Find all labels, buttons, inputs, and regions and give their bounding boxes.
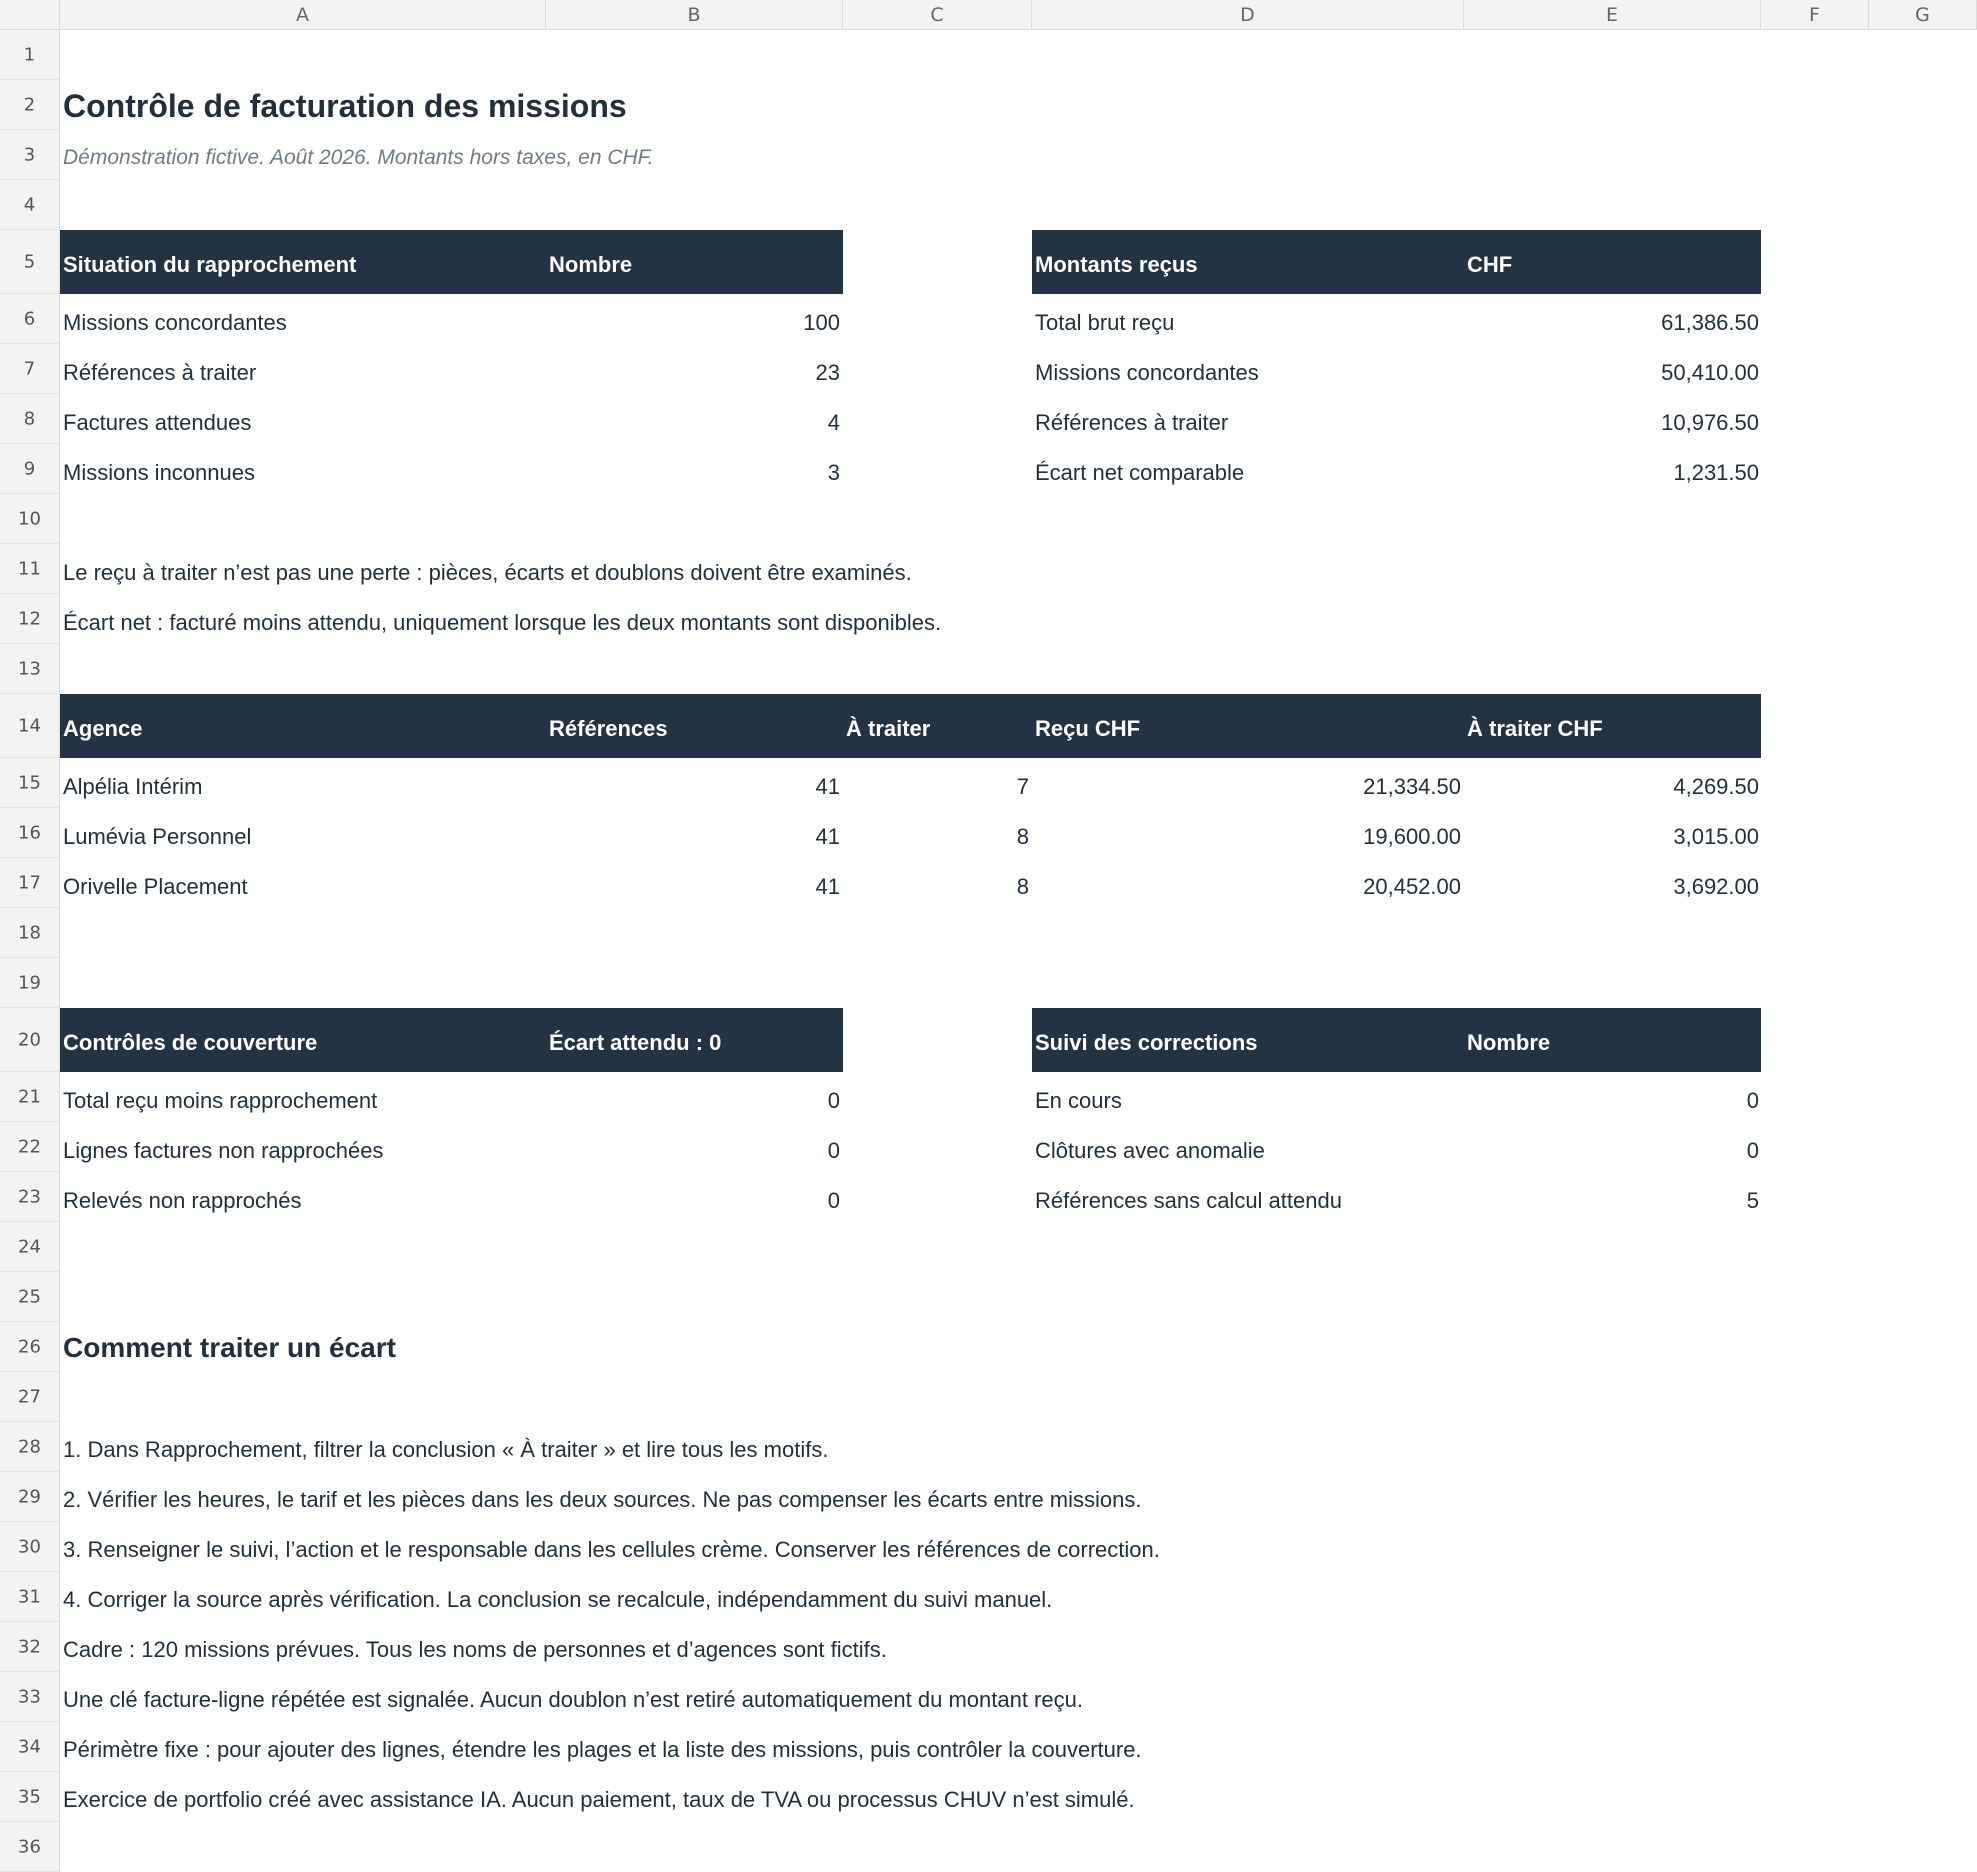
row-header-label: 4 (23, 194, 36, 215)
column-header-d[interactable]: D (1032, 0, 1464, 30)
agence-recu: 20,452.00 (1363, 874, 1461, 899)
row-header[interactable] (0, 1272, 60, 1322)
rapprochement-row-label: Factures attendues (63, 410, 252, 435)
row-header[interactable] (0, 80, 60, 130)
montants-row-value: 50,410.00 (1661, 360, 1759, 385)
montants-header-value: CHF (1467, 252, 1513, 277)
row-header-label: 15 (18, 772, 41, 793)
agences-header-recu: Reçu CHF (1035, 716, 1141, 741)
couverture-row-label: Total reçu moins rapprochement (63, 1088, 378, 1113)
row-header[interactable] (0, 1672, 60, 1722)
row-header[interactable] (0, 808, 60, 858)
row-header-label: 34 (18, 1736, 41, 1757)
step-line: Exercice de portfolio créé avec assistance IA. Aucun paiement, taux de TVA ou processus CHUV n’est simulé. (63, 1787, 1135, 1812)
corrections-row-value: 5 (1746, 1188, 1759, 1213)
step-line: Une clé facture-ligne répétée est signalée. Aucun doublon n’est retiré automatiquement du montant reçu. (63, 1687, 1083, 1712)
agences-header-a-traiter-chf: À traiter CHF (1467, 716, 1603, 741)
row-header[interactable] (0, 1122, 60, 1172)
row-header-label: 13 (18, 658, 41, 679)
row-header-label: 33 (18, 1686, 41, 1707)
row-header-label: 21 (18, 1086, 41, 1107)
rapprochement-header-label: Situation du rapprochement (63, 252, 357, 277)
column-header-b[interactable]: B (546, 0, 843, 30)
row-header[interactable] (0, 294, 60, 344)
montants-row-value: 10,976.50 (1661, 410, 1759, 435)
row-header-label: 6 (23, 308, 36, 329)
row-header-label: 11 (18, 558, 41, 579)
column-header-g[interactable]: G (1869, 0, 1977, 30)
agence-a-traiter-chf: 4,269.50 (1673, 774, 1759, 799)
montants-row-label: Total brut reçu (1035, 310, 1175, 335)
agence-name: Lumévia Personnel (63, 824, 252, 849)
corrections-header-value: Nombre (1467, 1030, 1551, 1055)
couverture-row-label: Relevés non rapprochés (63, 1188, 302, 1213)
corrections-row-value: 0 (1746, 1088, 1759, 1113)
agence-references: 41 (815, 774, 840, 799)
row-header-label: 30 (18, 1536, 41, 1557)
row-header-label: 2 (23, 94, 36, 115)
row-header-label: 17 (18, 872, 41, 893)
row-header[interactable] (0, 644, 60, 694)
agence-a-traiter: 8 (1016, 824, 1029, 849)
corrections-row-label: Clôtures avec anomalie (1035, 1138, 1265, 1163)
row-header-label: 18 (18, 922, 41, 943)
step-line: 4. Corriger la source après vérification. La conclusion se recalcule, indépendamment du suivi manuel. (63, 1587, 1053, 1612)
row-header[interactable] (0, 1222, 60, 1272)
couverture-row-value: 0 (827, 1138, 840, 1163)
row-header-label: 22 (18, 1136, 41, 1157)
row-header[interactable] (0, 494, 60, 544)
row-header[interactable] (0, 1472, 60, 1522)
row-header-label: 7 (23, 358, 36, 379)
row-header[interactable] (0, 130, 60, 180)
row-header[interactable] (0, 1008, 60, 1072)
row-header[interactable] (0, 544, 60, 594)
step-line: 1. Dans Rapprochement, filtrer la conclusion « À traiter » et lire tous les motifs. (63, 1437, 829, 1462)
row-header-label: 36 (18, 1836, 41, 1857)
montants-row-label: Missions concordantes (1035, 360, 1259, 385)
column-header-f[interactable]: F (1761, 0, 1869, 30)
couverture-header-label: Contrôles de couverture (63, 1030, 318, 1055)
corrections-header-label: Suivi des corrections (1035, 1030, 1258, 1055)
couverture-row-label: Lignes factures non rapprochées (63, 1138, 384, 1163)
column-header-c[interactable]: C (843, 0, 1032, 30)
agence-name: Orivelle Placement (63, 874, 248, 899)
montants-row-value: 61,386.50 (1661, 310, 1759, 335)
rapprochement-header-value: Nombre (549, 252, 633, 277)
agence-a-traiter: 8 (1016, 874, 1029, 899)
row-header-label: 26 (18, 1336, 41, 1357)
row-header[interactable] (0, 594, 60, 644)
agences-header-references: Références (549, 716, 668, 741)
row-header[interactable] (0, 694, 60, 758)
row-header[interactable] (0, 1772, 60, 1822)
row-header-label: 12 (18, 608, 41, 629)
rapprochement-row-label: Missions inconnues (63, 460, 255, 485)
agences-header-a-traiter: À traiter (846, 716, 931, 741)
corrections-row-label: Références sans calcul attendu (1035, 1188, 1342, 1213)
montants-row-value: 1,231.50 (1673, 460, 1759, 485)
column-header-e[interactable]: E (1464, 0, 1761, 30)
agence-a-traiter: 7 (1016, 774, 1029, 799)
row-header-label: 28 (18, 1436, 41, 1457)
step-line: 3. Renseigner le suivi, l’action et le responsable dans les cellules crème. Conserver les références de correction. (63, 1537, 1160, 1562)
rapprochement-row-label: Références à traiter (63, 360, 257, 385)
row-header[interactable] (0, 230, 60, 294)
section-title: Comment traiter un écart (63, 1332, 396, 1363)
agence-a-traiter-chf: 3,692.00 (1673, 874, 1759, 899)
row-header-label: 24 (18, 1236, 41, 1257)
rapprochement-row-value: 3 (827, 460, 840, 485)
row-header-label: 16 (18, 822, 41, 843)
row-header-label: 25 (18, 1286, 41, 1307)
agence-name: Alpélia Intérim (63, 774, 203, 799)
row-header-label: 10 (18, 508, 41, 529)
row-header-label: 3 (23, 144, 36, 165)
row-header-label: 9 (23, 458, 36, 479)
rapprochement-row-value: 100 (803, 310, 840, 335)
couverture-header-value: Écart attendu : 0 (549, 1030, 722, 1055)
agence-references: 41 (815, 874, 840, 899)
step-line: Périmètre fixe : pour ajouter des lignes, étendre les plages et la liste des missions, puis contrôler la couverture. (63, 1737, 1142, 1762)
row-header-label: 14 (18, 715, 41, 736)
row-header-label: 19 (18, 972, 41, 993)
couverture-row-value: 0 (827, 1088, 840, 1113)
agences-header-agence: Agence (63, 716, 143, 741)
row-header[interactable] (0, 1722, 60, 1772)
row-header[interactable] (0, 1322, 60, 1372)
step-line: Cadre : 120 missions prévues. Tous les noms de personnes et d’agences sont fictifs. (63, 1637, 887, 1662)
select-all-corner[interactable] (0, 0, 60, 30)
row-header[interactable] (0, 1522, 60, 1572)
row-header-label: 5 (23, 251, 36, 272)
agence-recu: 19,600.00 (1363, 824, 1461, 849)
row-header-label: 20 (18, 1029, 41, 1050)
row-header[interactable] (0, 1822, 60, 1872)
row-header-label: 29 (18, 1486, 41, 1507)
corrections-row-label: En cours (1035, 1088, 1122, 1113)
row-header[interactable] (0, 30, 60, 80)
row-header[interactable] (0, 1172, 60, 1222)
row-header[interactable] (0, 858, 60, 908)
row-header-label: 35 (18, 1786, 41, 1807)
row-header[interactable] (0, 394, 60, 444)
montants-header-label: Montants reçus (1035, 252, 1198, 277)
row-header-label: 32 (18, 1636, 41, 1657)
row-header[interactable] (0, 1372, 60, 1422)
row-header[interactable] (0, 758, 60, 808)
row-header[interactable] (0, 908, 60, 958)
column-header-a[interactable]: A (60, 0, 546, 30)
row-header-label: 27 (18, 1386, 41, 1407)
couverture-row-value: 0 (827, 1188, 840, 1213)
row-header-label: 8 (23, 408, 36, 429)
corrections-row-value: 0 (1746, 1138, 1759, 1163)
row-header-label: 1 (23, 44, 36, 65)
note-line: Écart net : facturé moins attendu, uniquement lorsque les deux montants sont disponibles. (63, 610, 942, 635)
row-header[interactable] (0, 958, 60, 1008)
page-title: Contrôle de facturation des missions (63, 88, 627, 124)
row-header-label: 31 (18, 1586, 41, 1607)
row-header[interactable] (0, 1622, 60, 1672)
agence-a-traiter-chf: 3,015.00 (1673, 824, 1759, 849)
rapprochement-row-label: Missions concordantes (63, 310, 287, 335)
rapprochement-row-value: 23 (815, 360, 840, 385)
row-header[interactable] (0, 344, 60, 394)
note-line: Le reçu à traiter n’est pas une perte : pièces, écarts et doublons doivent être examinés. (63, 560, 912, 585)
row-header[interactable] (0, 1422, 60, 1472)
row-header[interactable] (0, 180, 60, 230)
step-line: 2. Vérifier les heures, le tarif et les pièces dans les deux sources. Ne pas compenser les écarts entre missions. (63, 1487, 1142, 1512)
agence-recu: 21,334.50 (1363, 774, 1461, 799)
page-subtitle: Démonstration fictive. Août 2026. Montants hors taxes, en CHF. (63, 146, 654, 169)
rapprochement-row-value: 4 (827, 410, 840, 435)
agence-references: 41 (815, 824, 840, 849)
row-header[interactable] (0, 1072, 60, 1122)
row-header[interactable] (0, 1572, 60, 1622)
montants-row-label: Écart net comparable (1035, 460, 1245, 485)
row-header[interactable] (0, 444, 60, 494)
montants-row-label: Références à traiter (1035, 410, 1229, 435)
row-header-label: 23 (18, 1186, 41, 1207)
